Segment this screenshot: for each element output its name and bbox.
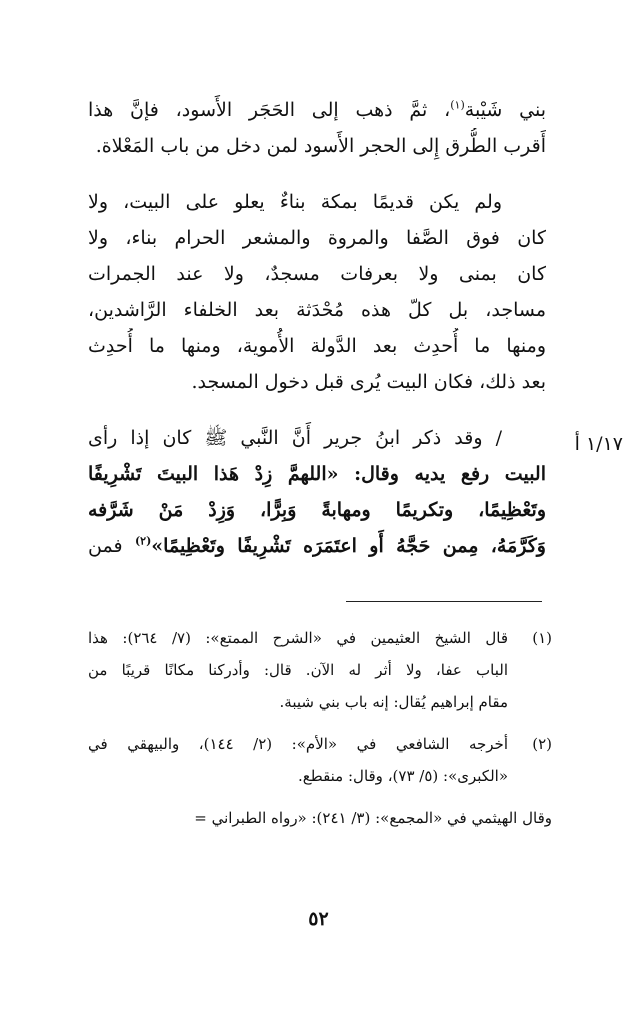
footnote-line: أخرجه الشافعي في «الأم»: (٢/ ١٤٤)، والبيهقي في (88, 735, 508, 753)
text-line: أَقرب الطُّرق إِلى الحجر الأَسود لمن دخل من باب المَعْلاة. (95, 135, 546, 157)
footnote-divider (346, 601, 542, 602)
footnote-ref-1[interactable]: (١) (450, 98, 465, 112)
paragraph-3 (88, 420, 546, 564)
text-line: وَكَرَّمَهُ، مِمن حَجَّهُ أَو اعتَمَرَه تَشْرِيفًا وتَعْظِيمًا»$^{(٢)}$ فمن (88, 534, 546, 557)
text-line: كان بمنى ولا بعرفات مسجدٌ، ولا عند الجمرات (88, 263, 546, 285)
footnote-number: (١) (532, 629, 552, 647)
margin-marker: ١/١٧ أ (574, 433, 623, 455)
footnote-line: مقام إبراهيم يُقال: إنه باب بني شيبة. (279, 693, 508, 711)
paragraph-1 (88, 92, 546, 164)
text-line: مساجد، بل كلّ هذه مُحْدَثة بعد الخلفاء الرَّاشدين، (88, 299, 546, 321)
page-number: ٥٢ (308, 908, 329, 930)
text-line: وتَعْظِيمًا، وتكريمًا ومهابةً وَبِرًّا، وَزِدْ مَنْ شَرَّفه (88, 499, 546, 521)
footnote-line: وقال الهيثمي في «المجمع»: (٣/ ٢٤١): «رواه الطبراني = (194, 809, 552, 827)
text-line: / وقد ذكر ابنُ جرير أَنَّ النَّبي ﷺ كان إذا رأى (88, 427, 502, 449)
footnote-continuation (88, 802, 552, 834)
text-line: كان فوق الصَّفا والمروة والمشعر الحرام بناء، ولا (88, 227, 546, 249)
main-text (88, 92, 546, 564)
text-line: بني شَيْبة$^{(١)}$، ثمَّ ذهب إلى الحَجَر الأَسود، فإنَّ هذا (88, 98, 546, 121)
text-line: بعد ذلك، فكان البيت يُرى قبل دخول المسجد. (191, 371, 546, 393)
text-line: ولم يكن قديمًا بمكة بناءٌ يعلو على البيت، ولا (88, 191, 502, 213)
footnote-line: «الكبرى»: (٥/ ٧٣)، وقال: منقطع. (298, 767, 508, 785)
footnote-ref-2[interactable]: (٢) (134, 534, 152, 548)
footnote-2 (88, 728, 552, 792)
paragraph-2 (88, 184, 546, 400)
text-line: البيت رفع يديه وقال: «اللهمَّ زِدْ هَذا البيتَ تَشْرِيفًا (88, 463, 546, 485)
footnote-line: الباب عفا، ولا أثر له الآن. قال: وأدركنا مكانًا قريبًا من (88, 661, 508, 679)
footnote-line: قال الشيخ العثيمين في «الشرح الممتع»: (٧/ ٢٦٤): هذا (88, 629, 508, 647)
footnote-1 (88, 622, 552, 718)
footnote-number: (٢) (532, 735, 552, 753)
text-line: ومنها ما أُحدِث بعد الدَّولة الأُموية، ومنها ما أُحدِث (88, 335, 546, 357)
footnotes (88, 622, 552, 834)
